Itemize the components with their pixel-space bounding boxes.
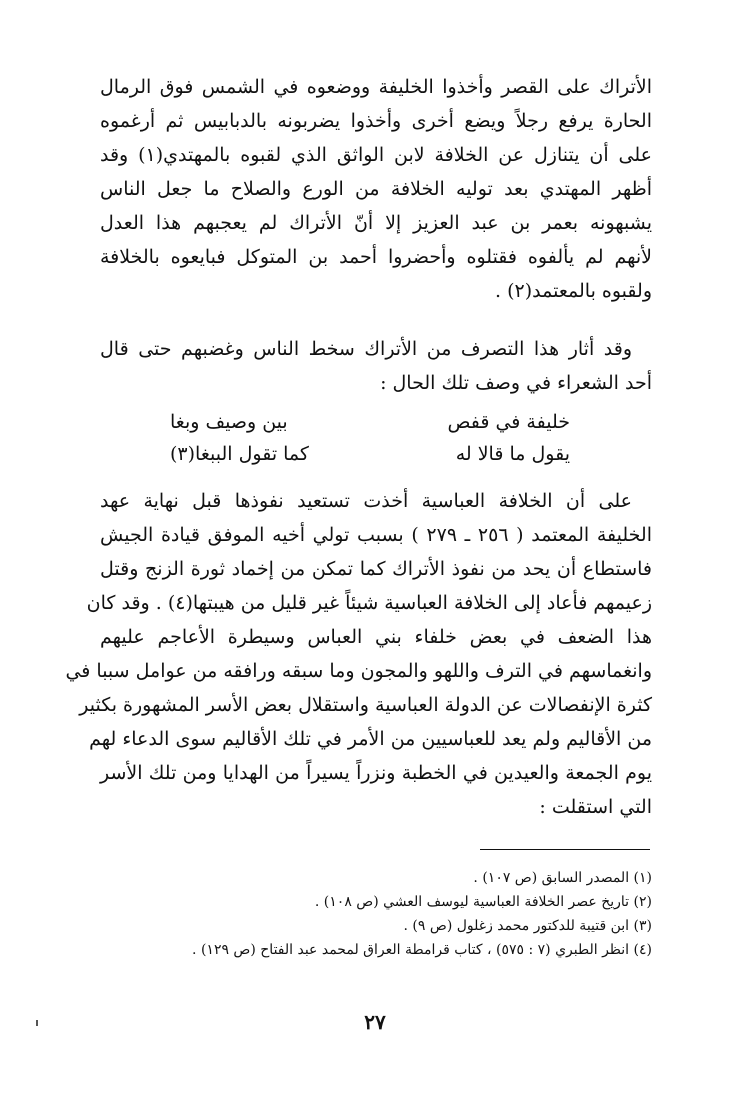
verse-second-hemistich: كما تقول الببغا(٣) (170, 443, 309, 465)
paragraph-1 (100, 70, 652, 308)
footnote: (٤) انظر الطبري (٧ : ٥٧٥) ، كتاب قرامطة العراق لمحمد عبد الفتاح (ص ١٢٩) . (192, 942, 652, 958)
text-line: كثرة الإنفصالات عن الدولة العباسية واستقلال بعض الأسر المشهورة بكثير (79, 694, 652, 716)
text-line: التي استقلت : (539, 796, 652, 818)
text-line: فاستطاع أن يحد من نفوذ الأتراك كما تمكن من إخماد ثورة الزنج وقتل (100, 558, 652, 580)
text-line: زعيمهم فأعاد إلى الخلافة العباسية شيئاً غير قليل من هيبتها(٤) . وقد كان (86, 592, 652, 614)
text-line: هذا الضعف في بعض خلفاء بني العباس وسيطرة الأعاجم عليهم (100, 626, 652, 648)
footnote-separator (480, 849, 650, 850)
poem (170, 406, 570, 470)
text-line: الخليفة المعتمد ( ٢٥٦ ـ ٢٧٩ ) بسبب تولي أخيه الموفق قيادة الجيش (100, 524, 652, 546)
poem-verse (170, 438, 570, 470)
text-line: لأنهم لم يألفوه فقتلوه وأحضروا أحمد بن المتوكل فبايعوه بالخلافة (100, 246, 652, 268)
verse-first-hemistich: خليفة في قفص (447, 411, 570, 433)
text-line: على أن الخلافة العباسية أخذت تستعيد نفوذها قبل نهاية عهد (100, 490, 632, 512)
text-line: وقد أثار هذا التصرف من الأتراك سخط الناس وغضبهم حتى قال (100, 338, 632, 360)
footnote: (١) المصدر السابق (ص ١٠٧) . (473, 870, 652, 886)
text-line: من الأقاليم ولم يعد للعباسيين من الأمر في تلك الأقاليم سوى الدعاء لهم (89, 728, 652, 750)
verse-second-hemistich: بين وصيف وبغا (170, 411, 288, 433)
text-line: يشبهونه بعمر بن عبد العزيز إلا أنّ الأتراك لم يعجبهم هذا العدل (100, 212, 652, 234)
text-line: أظهر المهتدي بعد توليه الخلافة من الورع والصلاح ما جعل الناس (100, 178, 652, 200)
text-line: وانغماسهم في الترف واللهو والمجون وما سبقه ورافقه من عوامل سببا في (65, 660, 652, 682)
footnote: (٢) تاريخ عصر الخلافة العباسية ليوسف العشي (ص ١٠٨) . (314, 894, 652, 910)
text-line: الحارة يرفع رجلاً ويضع أخرى وأخذوا يضربونه بالدبابيس ثم أرغموه (100, 110, 652, 132)
footnote: (٣) ابن قتيبة للدكتور محمد زغلول (ص ٩) . (403, 918, 652, 934)
text-line: أحد الشعراء في وصف تلك الحال : (380, 372, 652, 394)
verse-first-hemistich: يقول ما قالا له (455, 443, 570, 465)
paragraph-3 (65, 484, 652, 824)
text-line: الأتراك على القصر وأخذوا الخليفة ووضعوه في الشمس فوق الرمال (100, 76, 652, 98)
poem-verse (170, 406, 570, 438)
text-line: يوم الجمعة والعيدين في الخطبة ونزراً يسيراً من الهدايا ومن تلك الأسر (100, 762, 652, 784)
text-line: على أن يتنازل عن الخلافة لابن الواثق الذي لقبوه بالمهتدي(١) وقد (100, 144, 652, 166)
scan-edge-mark (36, 1020, 38, 1026)
footnotes (100, 866, 652, 962)
text-line: ولقبوه بالمعتمد(٢) . (495, 280, 652, 302)
page-number: ٢٧ (364, 1010, 386, 1034)
paragraph-2 (100, 332, 652, 400)
